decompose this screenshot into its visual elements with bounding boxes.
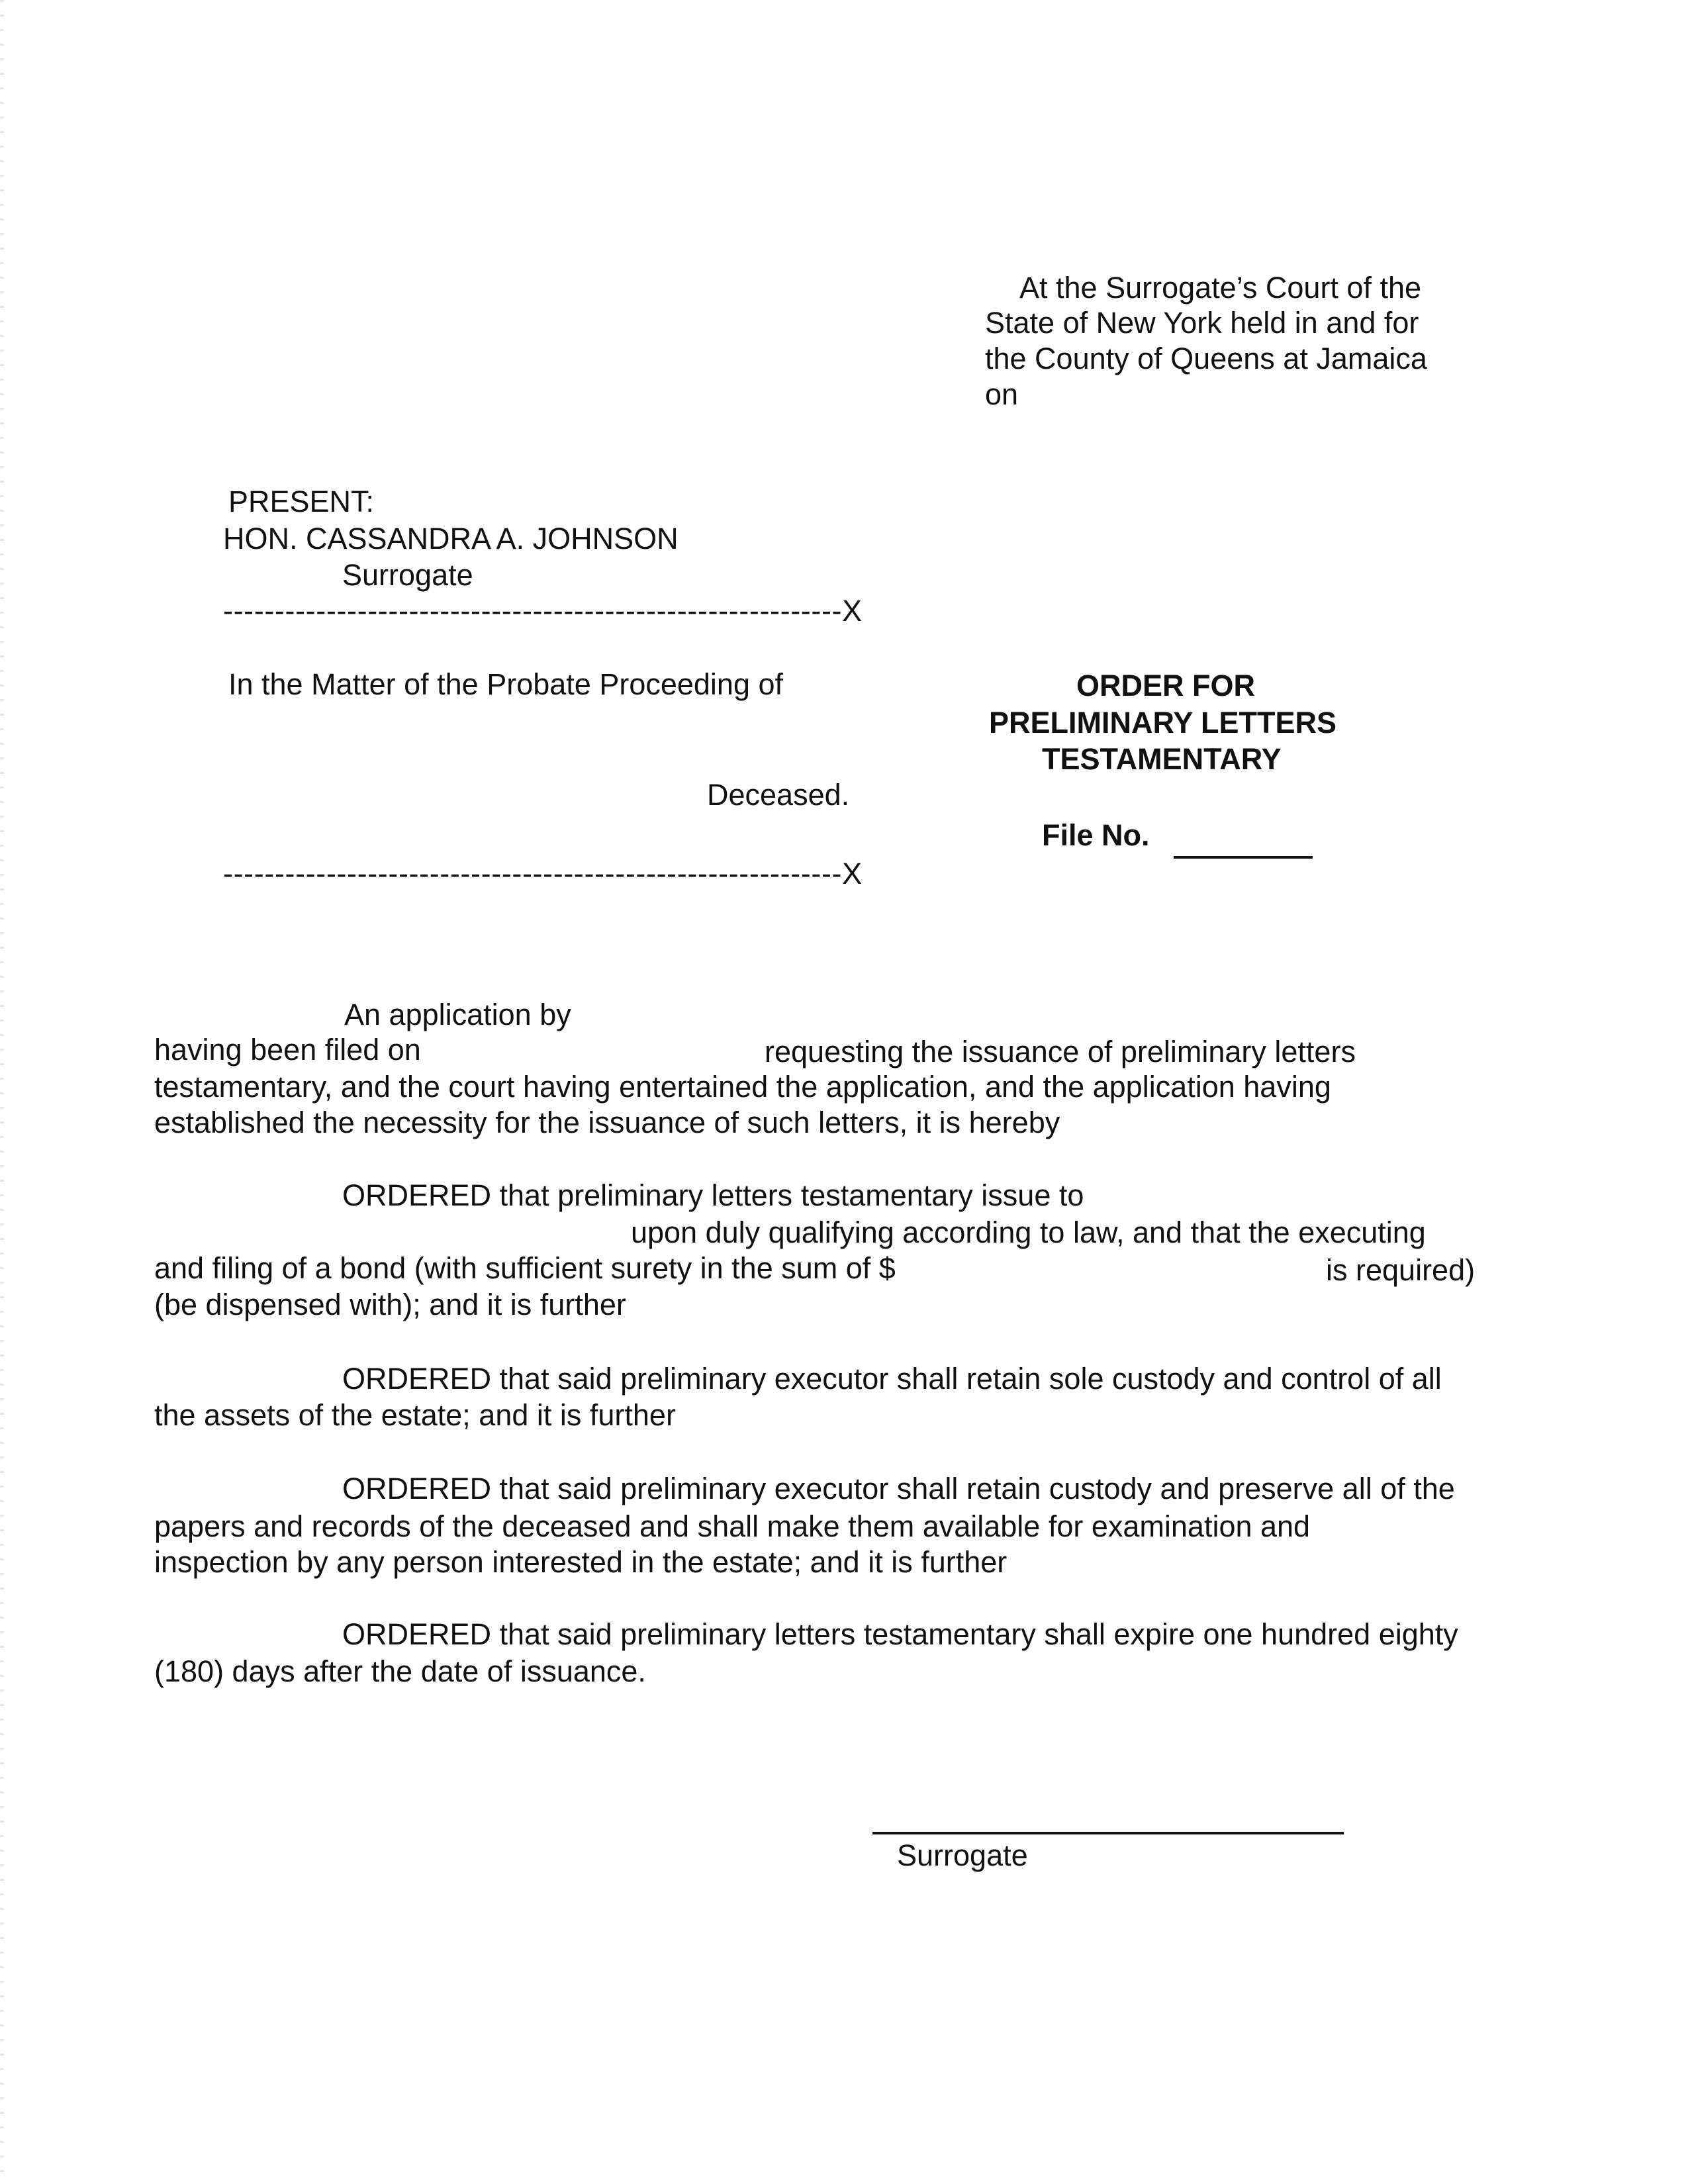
text-line: and filing of a bond (with sufficient surety in the sum of $: [154, 1251, 896, 1285]
judge-title: Surrogate: [342, 558, 473, 592]
text-line: is required): [1326, 1253, 1476, 1287]
signature-label: Surrogate: [897, 1838, 1028, 1872]
text-line: ORDERED that said preliminary executor shall retain sole custody and control of all: [342, 1362, 1442, 1396]
file-no-blank: [1174, 856, 1313, 859]
court-header-line: State of New York held in and for: [985, 306, 1419, 340]
text-line: ORDERED that preliminary letters testamentary issue to: [342, 1178, 1084, 1212]
judge-name: HON. CASSANDRA A. JOHNSON: [223, 522, 679, 555]
text-line: requesting the issuance of preliminary letters: [765, 1035, 1356, 1068]
court-header-line: on: [985, 377, 1019, 411]
order-title-line: TESTAMENTARY: [1042, 742, 1282, 776]
text-line: (180) days after the date of issuance.: [154, 1654, 646, 1688]
deceased-label: Deceased.: [707, 778, 850, 812]
text-line: An application by: [344, 998, 571, 1031]
text-line: ORDERED that said preliminary executor shall retain custody and preserve all of the: [342, 1472, 1455, 1505]
present-label: PRESENT:: [228, 485, 375, 518]
signature-line: [872, 1832, 1344, 1834]
court-header-line: At the Surrogate’s Court of the: [1019, 271, 1422, 305]
text-line: inspection by any person interested in the estate; and it is further: [154, 1545, 1008, 1579]
text-line: having been filed on: [154, 1033, 421, 1067]
text-line: upon duly qualifying according to law, and that the executing: [631, 1215, 1426, 1249]
caption-divider-top: ------------------------------------------------------------X: [223, 594, 863, 628]
text-line: the assets of the estate; and it is further: [154, 1398, 676, 1432]
text-line: established the necessity for the issuance of such letters, it is hereby: [154, 1106, 1060, 1139]
court-header-line: the County of Queens at Jamaica: [985, 342, 1427, 375]
order-title-line: PRELIMINARY LETTERS: [989, 706, 1337, 739]
matter-heading: In the Matter of the Probate Proceeding of: [228, 667, 784, 701]
text-line: (be dispensed with); and it is further: [154, 1288, 626, 1321]
text-line: testamentary, and the court having entertained the application, and the application having: [154, 1070, 1331, 1104]
scan-edge-marks: [0, 0, 4, 2184]
text-line: ORDERED that said preliminary letters testamentary shall expire one hundred eighty: [342, 1617, 1458, 1651]
order-title-line: ORDER FOR: [1076, 669, 1255, 702]
file-no-label: File No.: [1042, 818, 1150, 852]
text-line: papers and records of the deceased and shall make them available for examination and: [154, 1509, 1311, 1543]
caption-divider-bottom: ------------------------------------------------------------X: [223, 857, 863, 890]
